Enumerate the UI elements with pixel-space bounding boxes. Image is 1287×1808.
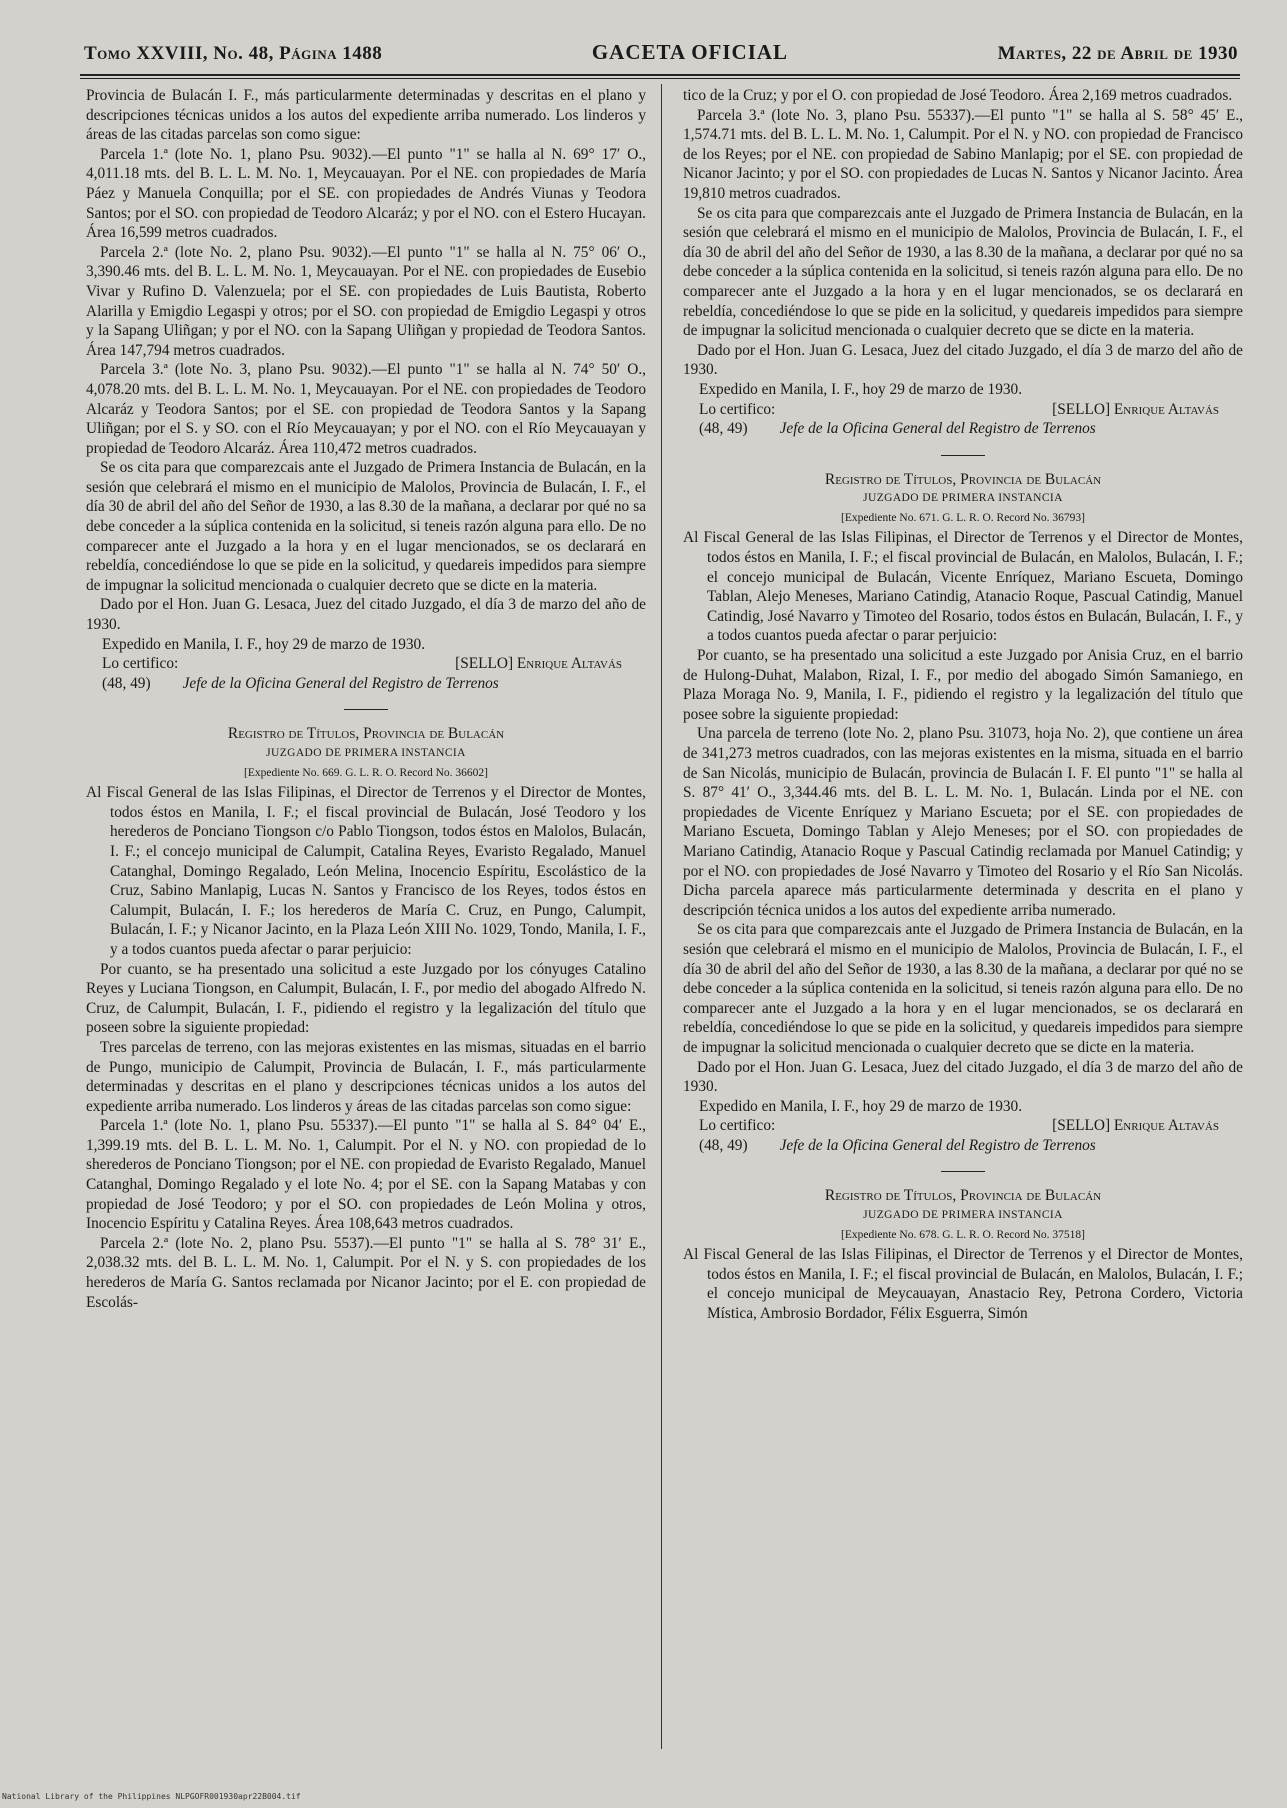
section-record: [Expediente No. 678. G. L. R. O. Record No. 37518] (840, 1228, 1085, 1241)
certification-line (86, 654, 646, 674)
issued-line: Expedido en Manila, I. F., hoy 29 de marzo de 1930. (699, 380, 1023, 398)
issued-line: Expedido en Manila, I. F., hoy 29 de marzo de 1930. (699, 1097, 1023, 1115)
whereas-paragraph: Por cuanto, se ha presentado una solicitud a este Juzgado por Anisia Cruz, en el barrio de Hulong-Duhat, Malabon, Rizal, I. F., por medio del abogado Simón Samaniego, en Plaza Moraga No. 9, Manila, I. F., pidiendo el registro y la legalización del título que posee sobre la siguiente propiedad: (683, 647, 1243, 723)
header-rule-thin (80, 78, 1240, 79)
summons-paragraph: Se os cita para que comparezcais ante el Juzgado de Primera Instancia de Bulacán, en la sesión que celebrará el mismo en el municipio de Malolos, Provincia de Bulacán, I. F., el día 30 de abril del año del Señor de 1930, a las 8.30 de la mañana, a declarar por qué no sa debe conceder a la súplica contenida en la solicitud, si teneis razón alguna para ello. De no comparecer ante el Juzgado a la hora y en el lugar mencionados, se os declarará en rebeldía, concediéndose lo que se pide en la solicitud, y quedareis impedidos para siempre de impugnar la solicitud mencionada o cualquier decreto que se dicte en la materia. (683, 204, 1243, 340)
seal-signature: [SELLO] Enrique Altavás (1052, 400, 1219, 418)
issue-ref: (48, 49) (699, 420, 748, 438)
header-rule (80, 74, 1240, 76)
certification-line (683, 400, 1243, 420)
section-title: Registro de Títulos, Provincia de Bulacán (824, 470, 1102, 488)
parcel-paragraph: Parcela 1.ª (lote No. 1, plano Psu. 55337).—El punto "1" se halla al S. 84° 04′ E., 1,399.19 mts. del B. L. L. M. No. 1, Calumpit. Por el N. y NO. con propiedad de lo sherederos de Ponciano Tiongson; por el NE. con propiedad de Evaristo Regalado, Manuel Catanghal, Domingo Regalado y el lote No. 4; por el SE. con la Sapang Matabas y con propiedad de José Teodoro; y por el SO. con propiedades de León Molina y otros, Inocencio Espíritu y Catalina Reyes. Área 108,643 metros cuadrados. (86, 1117, 646, 1233)
section-title: Registro de Títulos, Provincia de Bulacán (227, 725, 505, 743)
scan-footer: National Library of the Philippines NLPGOFR001930apr22B004.tif (2, 1792, 301, 1801)
section-divider (344, 709, 388, 710)
parcel-paragraph: Parcela 3.ª (lote No. 3, plano Psu. 9032).—El punto "1" se halla al N. 74° 50′ O., 4,078.20 mts. del B. L. L. M. No. 1, Meycauayan. Por el NE. con propiedades de Teodoro Alcaráz y Teodora Santos; por el SE. con propiedad de Teodora Santos y la Sapang Uliñgan; por el S. y SO. con el Río Meycauayan; y por el NO. con el Río Meycauayan y propiedad de Teodoro Alcaráz. Área 110,472 metros cuadrados. (86, 361, 646, 457)
signatory-line (86, 674, 646, 694)
signatory-line (683, 419, 1243, 439)
section-record: [Expediente No. 669. G. L. R. O. Record No. 36602] (243, 766, 488, 779)
signatory-title: Jefe de la Oficina General del Registro de Terrenos (779, 420, 1096, 438)
section-record: [Expediente No. 671. G. L. R. O. Record No. 36793] (840, 511, 1085, 524)
issue-ref: (48, 49) (699, 1136, 748, 1154)
section-subtitle: JUZGADO DE PRIMERA INSTANCIA (863, 1209, 1063, 1222)
certify-label: Lo certifico: (699, 1117, 776, 1135)
issue-ref: (48, 49) (102, 674, 151, 692)
given-by-paragraph: Dado por el Hon. Juan G. Lesaca, Juez del citado Juzgado, el día 3 de marzo del año de 1930. (683, 1058, 1243, 1096)
certify-label: Lo certifico: (102, 655, 179, 673)
section-title: Registro de Títulos, Provincia de Bulacán (824, 1187, 1102, 1205)
left-column (86, 86, 646, 1312)
seal-signature: [SELLO] Enrique Altavás (1052, 1117, 1219, 1135)
whereas-paragraph: Por cuanto, se ha presentado una solicitud a este Juzgado por los cónyuges Catalino Reyes y Luciana Tiongson, en Calumpit, Bulacán, I. F., por medio del abogado Alfredo N. Cruz, de Calumpit, Bulacán, I. F., pidiendo el registro y la legalización del título que poseen sobre la siguiente propiedad: (86, 960, 646, 1037)
given-by-paragraph: Dado por el Hon. Juan G. Lesaca, Juez del citado Juzgado, el día 3 de marzo del año de 1930. (683, 341, 1243, 379)
section-divider (941, 1171, 985, 1172)
certify-label: Lo certifico: (699, 400, 776, 418)
section-divider (941, 455, 985, 456)
seal-signature: [SELLO] Enrique Altavás (455, 655, 622, 673)
parcel-paragraph: Parcela 2.ª (lote No. 2, plano Psu. 5537).—El punto "1" se halla al S. 78° 31′ E., 2,038.32 mts. del B. L. L. M. No. 1, Calumpit. Por el N. y S. con propiedades de los herederos de María G. Santos reclamada por Nicanor Jacinto; por el E. con propiedad de Escolás- (86, 1234, 646, 1311)
section-subtitle: JUZGADO DE PRIMERA INSTANCIA (266, 747, 466, 759)
column-divider (661, 84, 662, 1749)
property-paragraph: Tres parcelas de terreno, con las mejoras existentes en las mismas, situadas en el barrio de Pungo, municipio de Calumpit, Provincia de Bulacán, I. F., más particularmente determinadas y descritas en el plano y descripciones técnicas unidos a los autos del expediente arriba numerado. Los linderos y áreas de las citadas parcelas son como sigue: (86, 1038, 646, 1115)
summons-paragraph: Se os cita para que comparezcais ante el Juzgado de Primera Instancia de Bulacán, en la sesión que celebrará el mismo en el municipio de Malolos, Provincia de Bulacán, I. F., el día 30 de abril del año del Señor de 1930, a las 8.30 de la mañana, a declarar por qué no sa debe conceder a la súplica contenida en la solicitud, si teneis razón alguna para ello. De no comparecer ante el Juzgado a la hora y en el lugar mencionados, se os declarará en rebeldía, concediéndose lo que se pide en la solicitud, y quedareis impedidos para siempre de impugnar la solicitud mencionada o cualquier decreto que se dicte en la materia. (86, 459, 646, 594)
paragraph: tico de la Cruz; y por el O. con propiedad de José Teodoro. Área 2,169 metros cuadrados. (683, 87, 1233, 104)
addressees-paragraph: Al Fiscal General de las Islas Filipinas, el Director de Terrenos y el Director de Montes, todos éstos en Manila, I. F.; el fiscal provincial de Bulacán, en Malolos, Bulacán, I. F.; el concejo municipal de Meycauayan, Anastacio Rey, Petrona Cordero, Victoria Mística, Ambrosio Bordador, Félix Esguerra, Simón (683, 1246, 1243, 1323)
summons-paragraph: Se os cita para que comparezcais ante el Juzgado de Primera Instancia de Bulacán, en la sesión que celebrará el mismo en el municipio de Malolos, Provincia de Bulacán, I. F., el día 30 de abril del año del Señor de 1930, a las 8.30 de la mañana, a declarar por qué no se debe conceder a la súplica contenida en la solicitud, si teneis razón alguna para ello. De no comparecer ante el Juzgado a la hora y en el lugar mencionados, se os declarará en rebeldía, concediéndose lo que se pide en la solicitud, y quedareis impedidos para siempre de impugnar la solicitud mencionada o cualquier decreto que se dicte en la materia. (683, 921, 1243, 1056)
page-header (84, 40, 1238, 70)
publication-title: GACETA OFICIAL (591, 40, 789, 64)
parcel-paragraph: Parcela 3.ª (lote No. 3, plano Psu. 55337).—El punto "1" se halla al S. 58° 45′ E., 1,574.71 mts. del B. L. L. M. No. 1, Calumpit. Por el N. y NO. con propiedad de Francisco de los Reyes; por el NE. con propiedad de Sabino Manlapig; por el SE. con propiedad de Nicanor Jacinto; y por el SO. con propiedades de Lucas N. Santos y Nicanor Jacinto. Área 19,810 metros cuadrados. (683, 106, 1243, 202)
right-column (683, 86, 1243, 1324)
signatory-title: Jefe de la Oficina General del Registro de Terrenos (182, 674, 499, 692)
certification-line (683, 1116, 1243, 1136)
issue-date: Martes, 22 de Abril de 1930 (997, 43, 1238, 64)
parcel-paragraph: Parcela 2.ª (lote No. 2, plano Psu. 9032).—El punto "1" se halla al N. 75° 06′ O., 3,390.46 mts. del B. L. L. M. No. 1, Meycauayan. Por el NE. con propiedades de Eusebio Vivar y Rufino D. Valenzuela; por el SE. con propiedades de Luis Bautista, Roberto Alarilla y Emigdio Legaspi y otros; por el SO. con propiedad de Emigdio Legaspi y otros y la Sapang Uliñgan; y por el NO. con la Sapang Uliñgan y propiedad de Teodora Santos. Área 147,794 metros cuadrados. (86, 243, 646, 359)
issued-line: Expedido en Manila, I. F., hoy 29 de marzo de 1930. (102, 635, 426, 653)
parcel-paragraph: Parcela 1.ª (lote No. 1, plano Psu. 9032).—El punto "1" se halla al N. 69° 17′ O., 4,011.18 mts. del B. L. L. M. No. 1, Meycauayan. Por el NE. con propiedades de María Páez y Manuela Conquilla; por el SE. con propiedades de Andrés Viunas y Teodora Santos; por el SO. con propiedad de Teodoro Alcaráz; y por el NO. con el Estero Hucayan. Área 16,599 metros cuadrados. (86, 145, 646, 242)
given-by-paragraph: Dado por el Hon. Juan G. Lesaca, Juez del citado Juzgado, el día 3 de marzo del año de 1930. (86, 596, 646, 634)
volume-number: Tomo XXVIII, No. 48, Página 1488 (84, 43, 383, 64)
property-paragraph: Una parcela de terreno (lote No. 2, plano Psu. 31073, hoja No. 2), que contiene un área de 341,273 metros cuadrados, con las mejoras existentes en la misma, situada en el barrio de San Nicolás, municipio de Bulacán, provincia de Bulacán I. F. El punto "1" se halla al S. 87° 41′ O., 3,344.46 mts. del B. L. L. M. No. 1, Bulacán. Linda por el NE. con propiedades de Vicente Enríquez y Mariano Escueta; por el SE. con propiedades de Mariano Escueta, Domingo Tablan y Alejo Meneses; por el SO. con propiedades de Mariano Catindig, Atanacio Roque y Pascual Catindig reclamada por Manuel Catindig; y por el NO. con propiedades de José Navarro y Timoteo del Rosario y el Río San Nicolás. Dicha parcela aparece más particularmente determinada y descrita en el plano y descripción técnica unidos a los autos del expediente arriba numerado. (683, 725, 1243, 919)
addressees-paragraph: Al Fiscal General de las Islas Filipinas, el Director de Terrenos y el Director de Montes, todos éstos en Manila, I. F.; el fiscal provincial de Bulacán, José Teodoro y los herederos de Ponciano Tiongson c/o Pablo Tiongson, todos éstos en Malolos, Bulacán, I. F.; el concejo municipal de Calumpit, Catalina Reyes, Evaristo Regalado, Manuel Catanghal, Domingo Regalado, León Melina, Inocencio Espíritu, Escolástico de la Cruz, Sabino Manlapig, Lucas N. Santos y Francisco de los Reyes, todos éstos en Calumpit, Bulacán, I. F.; los herederos de María C. Cruz, en Pungo, Calumpit, Bulacán, I. F.; y Nicanor Jacinto, en la Plaza León XIII No. 1029, Tondo, Manila, I. F., y a todos cuantos pueda afectar o parar perjuicio: (86, 784, 646, 958)
addressees-paragraph: Al Fiscal General de las Islas Filipinas, el Director de Terrenos y el Director de Montes, todos éstos en Manila, I. F.; el fiscal provincial de Bulacán, en Malolos, Bulacán, I. F.; el concejo municipal de Bulacán, Vicente Enríquez, Mariano Escueta, Domingo Tablan, Alejo Meneses, Mariano Catindig, Atanacio Roque, Pascual Catindig, Manuel Catindig, José Navarro y Timoteo del Rosario, todos éstos en Bulacán, Bulacán, I. F., y a todos cuantos pueda afectar o parar perjuicio: (683, 529, 1243, 645)
section-subtitle: JUZGADO DE PRIMERA INSTANCIA (863, 492, 1063, 505)
signatory-line (683, 1136, 1243, 1156)
signatory-title: Jefe de la Oficina General del Registro de Terrenos (779, 1136, 1096, 1154)
paragraph: Provincia de Bulacán I. F., más particularmente determinadas y descritas en el plano y descripciones técnicas unidos a los autos del expediente arriba numerado. Los linderos y áreas de las citadas parcelas son como sigue: (86, 87, 646, 144)
